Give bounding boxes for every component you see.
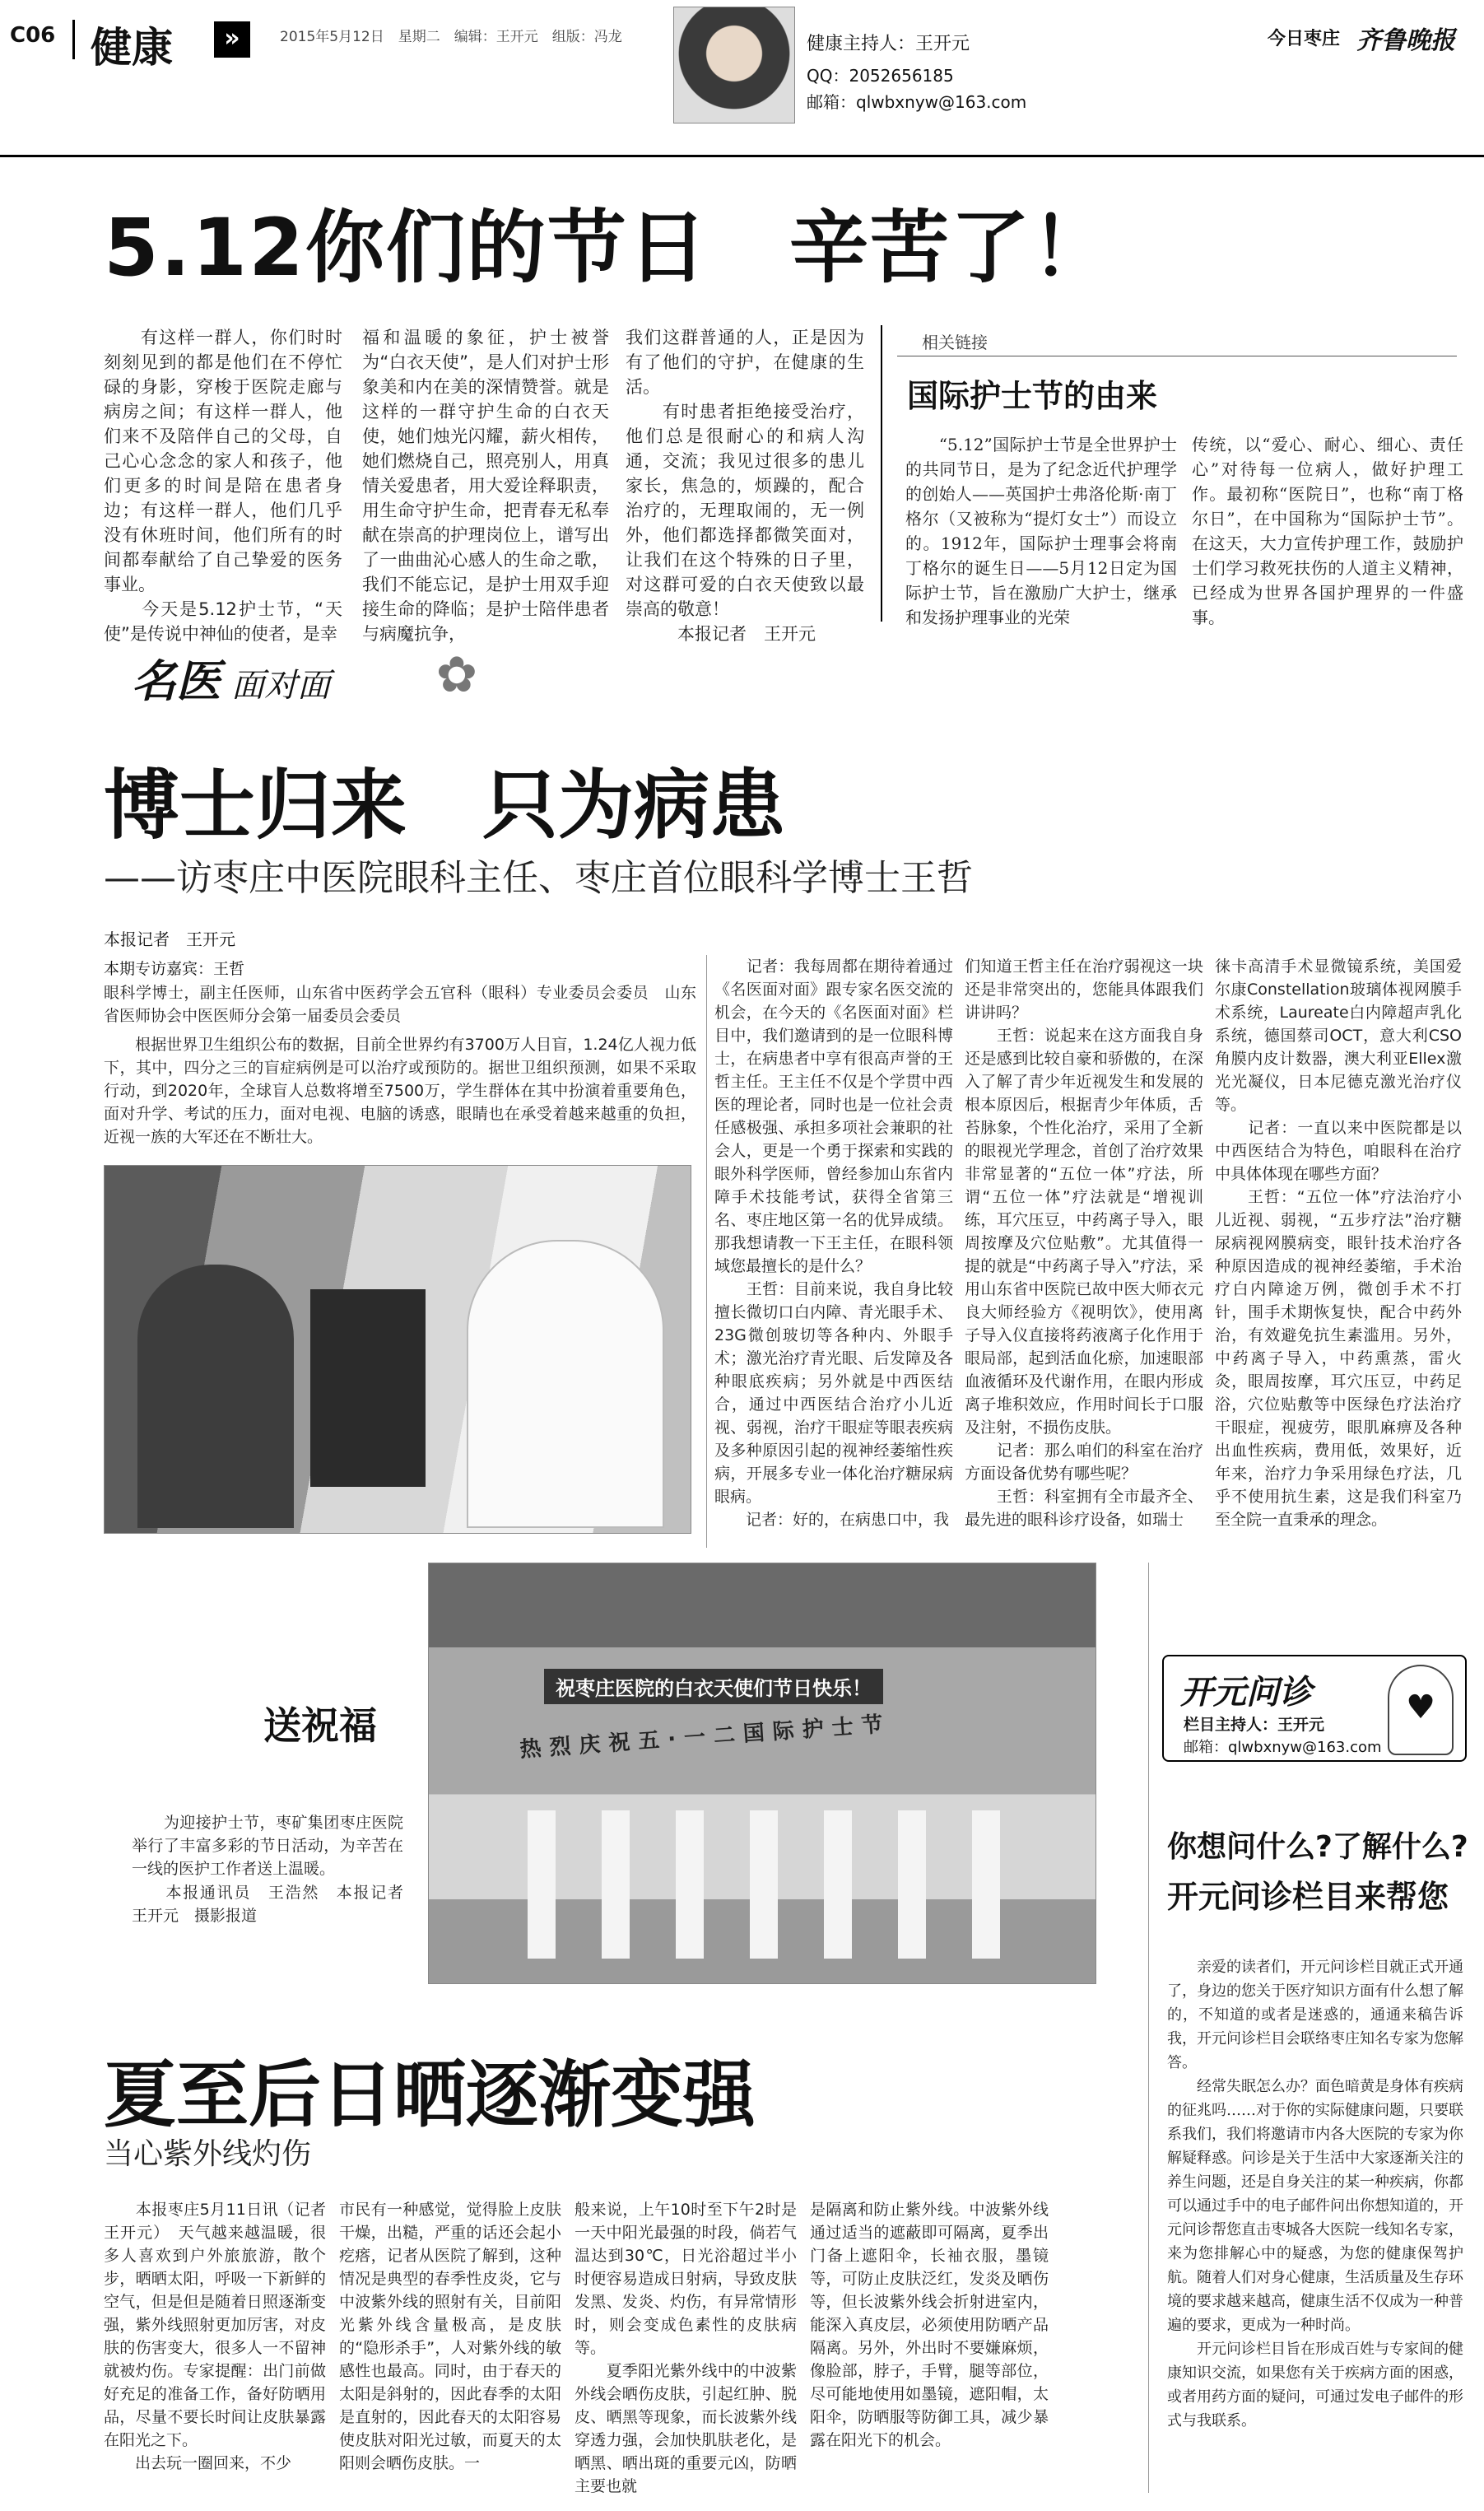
interview-photo — [104, 1165, 691, 1534]
sidebar-title: 国际护士节的由来 — [907, 378, 1158, 414]
interview-subheadline: ——访枣庄中医院眼科主任、枣庄首位眼科学博士王哲 — [104, 857, 973, 899]
interview-headline: 博士归来 只为病患 — [104, 762, 786, 850]
column-logo-main: 名医 — [132, 655, 221, 707]
section-arrow-icon: » — [214, 21, 250, 58]
banner-text-1: 祝枣庄医院的白衣天使们节日快乐！ — [544, 1669, 883, 1704]
host-label: 健康主持人：王开元 — [807, 34, 970, 54]
article-nurses-day-col2: 福和温暖的象征，护士被誉为“白衣天使”，是人们对护士形象美和内在美的深情赞誉。就是这样的一群守护生命的白衣天使，她们烛光闪耀，薪火相传，她们燃烧自己，照亮别人，用真情关爱患者，用大爱诠释职责，用生命守护生命，把青春无私奉献在崇高的护理岗位上，谱写出了一曲曲沁心感人的生命之歌，我们不能忘记，是护士用双手迎接生命的降临；是护士陪伴患者与病魔抗争， — [362, 328, 609, 644]
interview-divider — [706, 955, 707, 1548]
clinic-host: 栏目主持人：王开元 — [1184, 1716, 1325, 1734]
dateline: 2015年5月12日 星期二 编辑：王开元 组版：冯龙 — [280, 29, 622, 45]
interview-reporter: 本报记者 王开元 — [104, 929, 235, 949]
interview-col2: 们知道王哲主任在治疗弱视这一块还是非常突出的，您能具体跟我们讲讲吗？ 王哲：说起来在这方面我自身还是感到比较自豪和骄傲的，在深入了解了青少年近视发生和发展的根本原因后，根据青少年体质，舌苔脉象，个性化治疗，采用了全新的眼视光学理念，首创了治疗效果非常显著的“五位一体”疗法，所谓“五位一体”疗法就是“增视训练，耳穴压豆，中药离子导入，眼周按摩及穴位贴敷”。尤其值得一提的就是“中药离子导入”疗法，采用山东省中医院已故中医大师衣元良大师经验方《视明饮》，使用离子导入仪直接将药液离子化作用于眼局部，起到活血化瘀，加速眼部血液循环及代谢作用，在眼内形成离子堆积效应，作用时间长于口服及注射，不损伤皮肤。 记者：那么咱们的科室在治疗方面设备优势有哪些呢？ 王哲：科室拥有全市最齐全、最先进的眼科诊疗设备，如瑞士 — [965, 957, 1203, 1529]
summer-col3: 般来说，上午10时至下午2时是一天中阳光最强的时段，倘若气温达到30℃，日光浴超过半小时便容易造成日射病，导致皮肤发黑、发炎、灼伤，有异常情形时，则会变成色素性的皮肤病等。 夏季阳光紫外线中的中波紫外线会晒伤皮肤，引起红肿、脱皮、晒黑等现象，而长波紫外线穿透力强，会加快肌肤老化，是晒黑、晒出斑的重要元凶，防晒主要也就 — [575, 2201, 797, 2495]
sidebar-col2: 传统，以“爱心、耐心、细心、责任心”对待每一位病人，做好护理工作。最初称“医院日”，也称“南丁格尔日”，在中国称为“国际护士节”。在这天，大力宣传护理工作，鼓励护士们学习救死扶伤的人道主义精神，已经成为世界各国护理界的一件盛事。 — [1192, 435, 1463, 627]
brand-prefix: 今日枣庄 — [1268, 29, 1341, 49]
doctor-figure — [467, 1240, 664, 1528]
interview-col1: 记者：我每周都在期待着通过《名医面对面》跟专家名医交流的机会，在今天的《名医面对面》栏目中，我们邀请到的是一位眼科博士，在病患者中享有很高声誉的王哲主任。王主任不仅是个学贯中西医的理论者，同时也是一位社会责任感极强、承担多项社会兼职的社会人，更是一个勇于探索和实践的眼外科学医师，曾经参加山东省内障手术技能考试，获得全省第三名、枣庄地区第一名的优异成绩。那我想请教一下王主任，在眼科领域您最擅长的是什么？ 王哲：目前来说，我自身比较擅长微切口白内障、青光眼手术、23G微创玻切等各种内、外眼手术；激光治疗青光眼、后发障及各种眼底疾病；另外就是中西医结合，通过中西医结合治疗小儿近视、弱视，治疗干眼症等眼表疾病及多种原因引起的视神经萎缩性疾病，开展多专业一体化治疗糖尿病眼病。 记者：好的，在病患口中，我 — [714, 957, 953, 1529]
clinic-headline-2: 开元问诊栏目来帮您 — [1167, 1879, 1449, 1915]
column-logo — [132, 646, 486, 712]
patient-figure — [137, 1265, 294, 1528]
clinic-body: 亲爱的读者们，开元问诊栏目就正式开通了，身边的您关于医疗知识方面有什么想了解的，不知道的或者是迷惑的，通通来稿告诉我，开元问诊栏目会联络枣庄知名专家为您解答。 经常失眠怎么办？面色暗黄是身体有疾病的征兆吗……对于你的实际健康问题，只要联系我们，我们将邀请市内各大医院的专家为你解疑释惑。问诊是关于生活中大家逐渐关注的养生问题，还是自身关注的某一种疾病，你都可以通过手中的电子邮件问出你想知道的，开元问诊帮您直击枣城各大医院一线知名专家，来为您排解心中的疑惑，为您的健康保驾护航。随着人们对身心健康，生活质量及生存环境的要求越来越高，健康生活不仅成为一种普遍的要求，更成为一种时尚。 开元问诊栏目旨在形成百姓与专家间的健康知识交流，如果您有关于疾病方面的困惑，或者用药方面的疑问，可通过发电子邮件的形式与我联系。 — [1167, 1959, 1463, 2429]
banner-text-2: 热烈庆祝五·一二国际护士节 — [519, 1712, 892, 1763]
summer-col1: 本报枣庄5月11日讯（记者 王开元） 天气越来越温暖，很多人喜欢到户外旅旅游，散个步，晒晒太阳，呼吸一下新鲜的空气，但是但是随着日照逐渐变强，紫外线照射更加厉害，对皮肤的伤害变大，很多人一不留神就被灼伤。专家提醒：出门前做好充足的准备工作，备好防晒用品，尽量不要长时间让皮肤暴露在阳光之下。 出去玩一圈回来，不少 — [104, 2201, 326, 2472]
clinic-box — [1162, 1655, 1467, 1762]
blessing-caption: 为迎接护士节，枣矿集团枣庄医院举行了丰富多彩的节日活动，为辛苦在一线的医护工作者送上温暖。 — [132, 1814, 403, 1878]
guest-label: 本期专访嘉宾：王哲 — [104, 960, 245, 978]
flower-icon: ✿ — [435, 646, 477, 704]
column-logo-sub: 面对面 — [231, 667, 331, 705]
sidebar-vertical-rule — [881, 325, 882, 622]
brand-name: 齐鲁晚报 — [1356, 26, 1455, 55]
host-qq: QQ：2052656185 — [807, 66, 954, 86]
guest-bio: 眼科学博士，副主任医师，山东省中医药学会五官科（眼科）专业委员会委员 山东省医师协会中医医师分会第一届委员会委员 — [104, 984, 696, 1025]
summer-col2: 市民有一种感觉，觉得脸上皮肤干燥，出糙，严重的话还会起小疙瘩，记者从医院了解到，这种情况是典型的春季性皮炎，它与中波紫外线的照射有关，目前阳光紫外线含量极高，是皮肤的“隐形杀手”，人对紫外线的敏感性也最高。同时，由于春天的太阳是斜射的，因此春季的太阳是直射的，因此春天的太阳容易使皮肤对阳光过敏，而夏天的太阳则会晒伤皮肤。一 — [339, 2201, 561, 2472]
blessing-credit: 本报通讯员 王浩然 本报记者 王开元 摄影报道 — [132, 1884, 420, 1925]
sidebar-tag: 相关链接 — [922, 333, 988, 352]
clinic-email: 邮箱：qlwbxnyw@163.com — [1184, 1739, 1382, 1756]
header-divider — [72, 20, 75, 59]
summer-headline: 夏至后日晒逐渐变强 — [104, 2052, 756, 2137]
summer-col4: 是隔离和防止紫外线。中波紫外线通过适当的遮蔽即可隔离，夏季出门备上遮阳伞，长袖衣服，墨镜等，可防止皮肤泛红，发炎及晒伤等，但长波紫外线会折射进室内，能深入真皮层，必须使用防晒产品隔离。另外，外出时不要嫌麻烦，像脸部，脖子，手臂，腿等部位，尽可能地使用如墨镜，遮阳帽，太阳伞，防晒服等防御工具，减少暴露在阳光下的机会。 — [810, 2201, 1049, 2449]
sidebar-col1: “5.12”国际护士节是全世界护士的共同节日，是为了纪念近代护理学的创始人——英国护士弗洛伦斯·南丁格尔（又被称为“提灯女士”）而设立的。1912年，国际护士理事会将南丁格尔的诞生日——5月12日定为国际护士节，旨在激励广大护士，继承和发扬护理事业的光荣 — [905, 435, 1177, 627]
section-title: 健康 — [91, 24, 173, 72]
header-rule — [0, 155, 1484, 157]
interview-intro: 根据世界卫生组织公布的数据，目前全世界约有3700万人目盲，1.24亿人视力低下，其中，四分之三的盲症病例是可以治疗或预防的。据世卫组织预测，如果不采取行动，到2020年，全球盲人总数将增至7500万，学生群体在其中扮演着重要角色，面对升学、考试的压力，面对电视、电脑的诱惑，眼睛也在承受着越来越重的负担，近视一族的大军还在不断壮大。 — [104, 1036, 696, 1146]
page-code: C06 — [10, 23, 56, 48]
page-header — [0, 0, 1484, 140]
host-email: 邮箱：qlwbxnyw@163.com — [807, 92, 1027, 112]
slit-lamp-device — [310, 1289, 426, 1487]
clinic-logo: 开元问诊 — [1180, 1673, 1312, 1712]
article-nurses-day-col3: 我们这群普通的人，正是因为有了他们的守护，在健康的生活。 有时患者拒绝接受治疗，他们总是很耐心的和病人沟通，交流；我见过很多的患儿家长，焦急的，烦躁的，配合治疗的，无理取闹的，无一例外，他们都选择都微笑面对，让我们在这个特殊的日子里，对这群可爱的白衣天使致以最崇高的敬意！ 本报记者 王开元 — [626, 328, 864, 644]
right-column-rule — [1148, 1563, 1149, 2493]
article-nurses-day-headline: 5.12你们的节日 辛苦了！ — [104, 202, 1112, 294]
interview-col3: 徕卡高清手术显微镜系统，美国爱尔康Constellation玻璃体视网膜手术系统，Laureate白内障超声乳化系统，德国蔡司OCT，意大利CSO角膜内皮计数器，澳大利亚Ellex激光光凝仪，日本尼德克激光治疗仪等。 记者：一直以来中医院都是以中西医结合为特色，咱眼科在治疗中具体体现在哪些方面？ 王哲：“五位一体”疗法治疗小儿近视、弱视，“五步疗法”治疗糖尿病视网膜病变，眼针技术治疗各种原因造成的视神经萎缩，手术治疗白内障途万例，微创手术不打针，围手术期恢复快，配合中药外治，有效避免抗生素滥用。另外，中药离子导入，中药熏蒸，雷火灸，眼周按摩，耳穴压豆，中药足浴，穴位贴敷等中医绿色疗法治疗干眼症，视疲劳，眼肌麻痹及各种出血性疾病，费用低，效果好，近年来，治疗力争采用绿色疗法，几乎不使用抗生素，这是我们科室乃至全院一直秉承的理念。 — [1215, 957, 1462, 1529]
blessing-photo — [428, 1563, 1096, 1984]
nurse-cartoon-icon: ♥ — [1388, 1665, 1454, 1755]
nurse-figures — [528, 1810, 1021, 1959]
blessing-title: 送祝福 — [263, 1703, 377, 1748]
summer-subheadline: 当心紫外线灼伤 — [104, 2137, 312, 2171]
article-nurses-day-col1: 有这样一群人，你们时时刻刻见到的都是他们在不停忙碌的身影，穿梭于医院走廊与病房之间；有这样一群人，他们来不及陪伴自己的父母，自己心心念念的家人和孩子，他们更多的时间是陪在患者身边；有这样一群人，他们几乎没有休班时间，他们所有的时间都奉献给了自己挚爱的医务事业。 今天是5.12护士节，“天使”是传说中神仙的使者，是幸 — [104, 328, 342, 644]
host-portrait — [673, 7, 795, 123]
clinic-headline-1: 你想问什么?了解什么? — [1167, 1830, 1468, 1864]
